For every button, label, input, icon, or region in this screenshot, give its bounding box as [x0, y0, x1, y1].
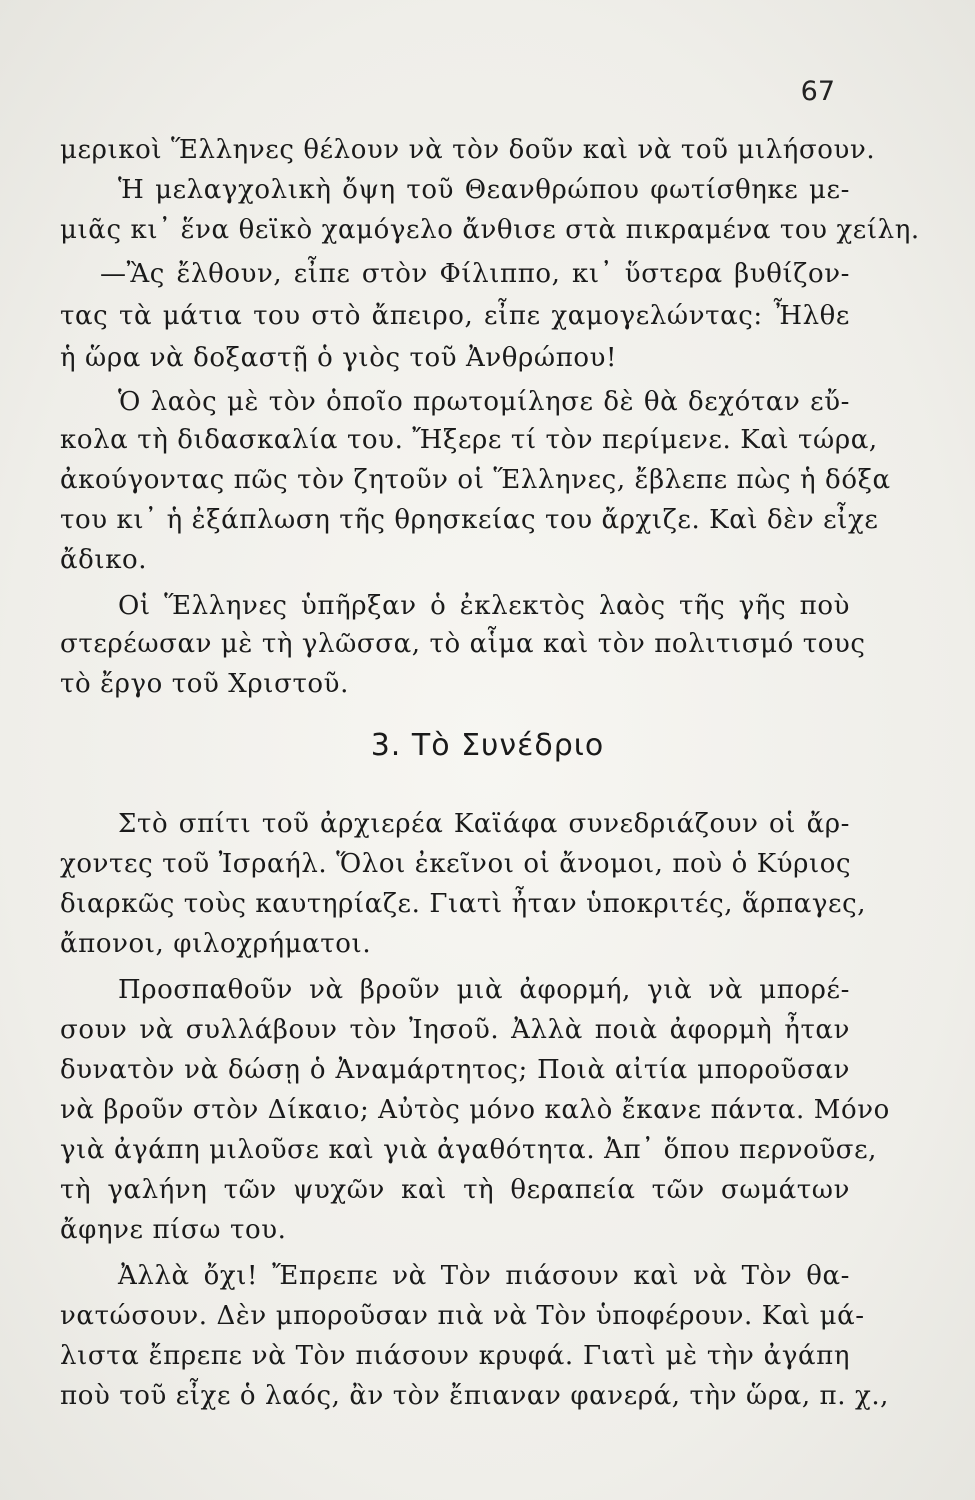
- text-line: ποὺ τοῦ εἶχε ὁ λαός, ἂν τὸν ἔπιαναν φανερά, τὴν ὥρα, π. χ.,: [60, 1381, 890, 1411]
- text-line: Οἱ Ἕλληνες ὑπῆρξαν ὁ ἐκλεκτὸς λαὸς τῆς γῆς ποὺ: [118, 591, 850, 621]
- text-line: χοντες τοῦ Ἰσραήλ. Ὅλοι ἐκεῖνοι οἱ ἄνομοι, ποὺ ὁ Κύριος: [60, 849, 852, 879]
- text-line: κολα τὴ διδασκαλία του. Ἤξερε τί τὸν περίμενε. Καὶ τώρα,: [60, 425, 878, 455]
- text-line: γιὰ ἀγάπη μιλοῦσε καὶ γιὰ ἀγαθότητα. Ἀπ᾽ ὅπου περνοῦσε,: [60, 1135, 878, 1165]
- text-line: τὴ γαλήνη τῶν ψυχῶν καὶ τὴ θεραπεία τῶν σωμάτων: [60, 1175, 850, 1205]
- text-line: ἄπονοι, φιλοχρήματοι.: [60, 929, 372, 959]
- text-line: νατώσουν. Δὲν μποροῦσαν πιὰ νὰ Τὸν ὑποφέρουν. Καὶ μά-: [60, 1301, 865, 1331]
- text-line: τὸ ἔργο τοῦ Χριστοῦ.: [60, 669, 349, 699]
- text-line: τας τὰ μάτια του στὸ ἄπειρο, εἶπε χαμογελώντας: Ἦλθε: [60, 301, 850, 331]
- page-number: 67: [800, 76, 835, 107]
- text-line: ἡ ὥρα νὰ δοξαστῇ ὁ γιὸς τοῦ Ἀνθρώπου!: [60, 343, 618, 373]
- text-line: Στὸ σπίτι τοῦ ἀρχιερέα Καϊάφα συνεδριάζουν οἱ ἄρ-: [118, 809, 850, 839]
- text-line: σουν νὰ συλλάβουν τὸν Ἰησοῦ. Ἀλλὰ ποιὰ ἀφορμὴ ἦταν: [60, 1015, 850, 1045]
- text-line: λιστα ἔπρεπε νὰ Τὸν πιάσουν κρυφά. Γιατὶ μὲ τὴν ἀγάπη: [60, 1341, 850, 1371]
- text-line: μιᾶς κι᾽ ἕνα θεϊκὸ χαμόγελο ἄνθισε στὰ πικραμένα του χείλη.: [60, 215, 920, 245]
- text-line: δυνατὸν νὰ δώσῃ ὁ Ἀναμάρτητος; Ποιὰ αἰτία μποροῦσαν: [60, 1055, 850, 1085]
- section-title: 3. Τὸ Συνέδριο: [370, 728, 605, 763]
- text-line: του κι᾽ ἡ ἐξάπλωση τῆς θρησκείας του ἄρχιζε. Καὶ δὲν εἶχε: [60, 505, 879, 535]
- text-line: στερέωσαν μὲ τὴ γλῶσσα, τὸ αἷμα καὶ τὸν πολιτισμό τους: [60, 629, 866, 659]
- text-line: νὰ βροῦν στὸν Δίκαιο; Αὐτὸς μόνο καλὸ ἔκανε πάντα. Μόνο: [60, 1095, 890, 1125]
- text-line: —Ἂς ἔλθουν, εἶπε στὸν Φίλιππο, κι᾽ ὕστερα βυθίζον-: [100, 259, 850, 289]
- text-line: Προσπαθοῦν νὰ βροῦν μιὰ ἀφορμή, γιὰ νὰ μπορέ-: [118, 975, 850, 1005]
- text-line: Ὁ λαὸς μὲ τὸν ὁποῖο πρωτομίλησε δὲ θὰ δεχόταν εὔ-: [118, 387, 850, 417]
- text-line: ἄφηνε πίσω του.: [60, 1215, 287, 1245]
- text-line: Ἡ μελαγχολικὴ ὄψη τοῦ Θεανθρώπου φωτίσθηκε με-: [118, 175, 850, 205]
- text-line: ἄδικο.: [60, 545, 148, 575]
- text-line: διαρκῶς τοὺς καυτηρίαζε. Γιατὶ ἦταν ὑποκριτές, ἅρπαγες,: [60, 889, 867, 919]
- text-line: μερικοὶ Ἕλληνες θέλουν νὰ τὸν δοῦν καὶ νὰ τοῦ μιλήσουν.: [60, 135, 876, 165]
- text-line: Ἀλλὰ ὄχι! Ἔπρεπε νὰ Τὸν πιάσουν καὶ νὰ Τὸν θα-: [118, 1261, 850, 1291]
- text-line: ἀκούγοντας πῶς τὸν ζητοῦν οἱ Ἕλληνες, ἔβλεπε πὼς ἡ δόξα: [60, 465, 891, 495]
